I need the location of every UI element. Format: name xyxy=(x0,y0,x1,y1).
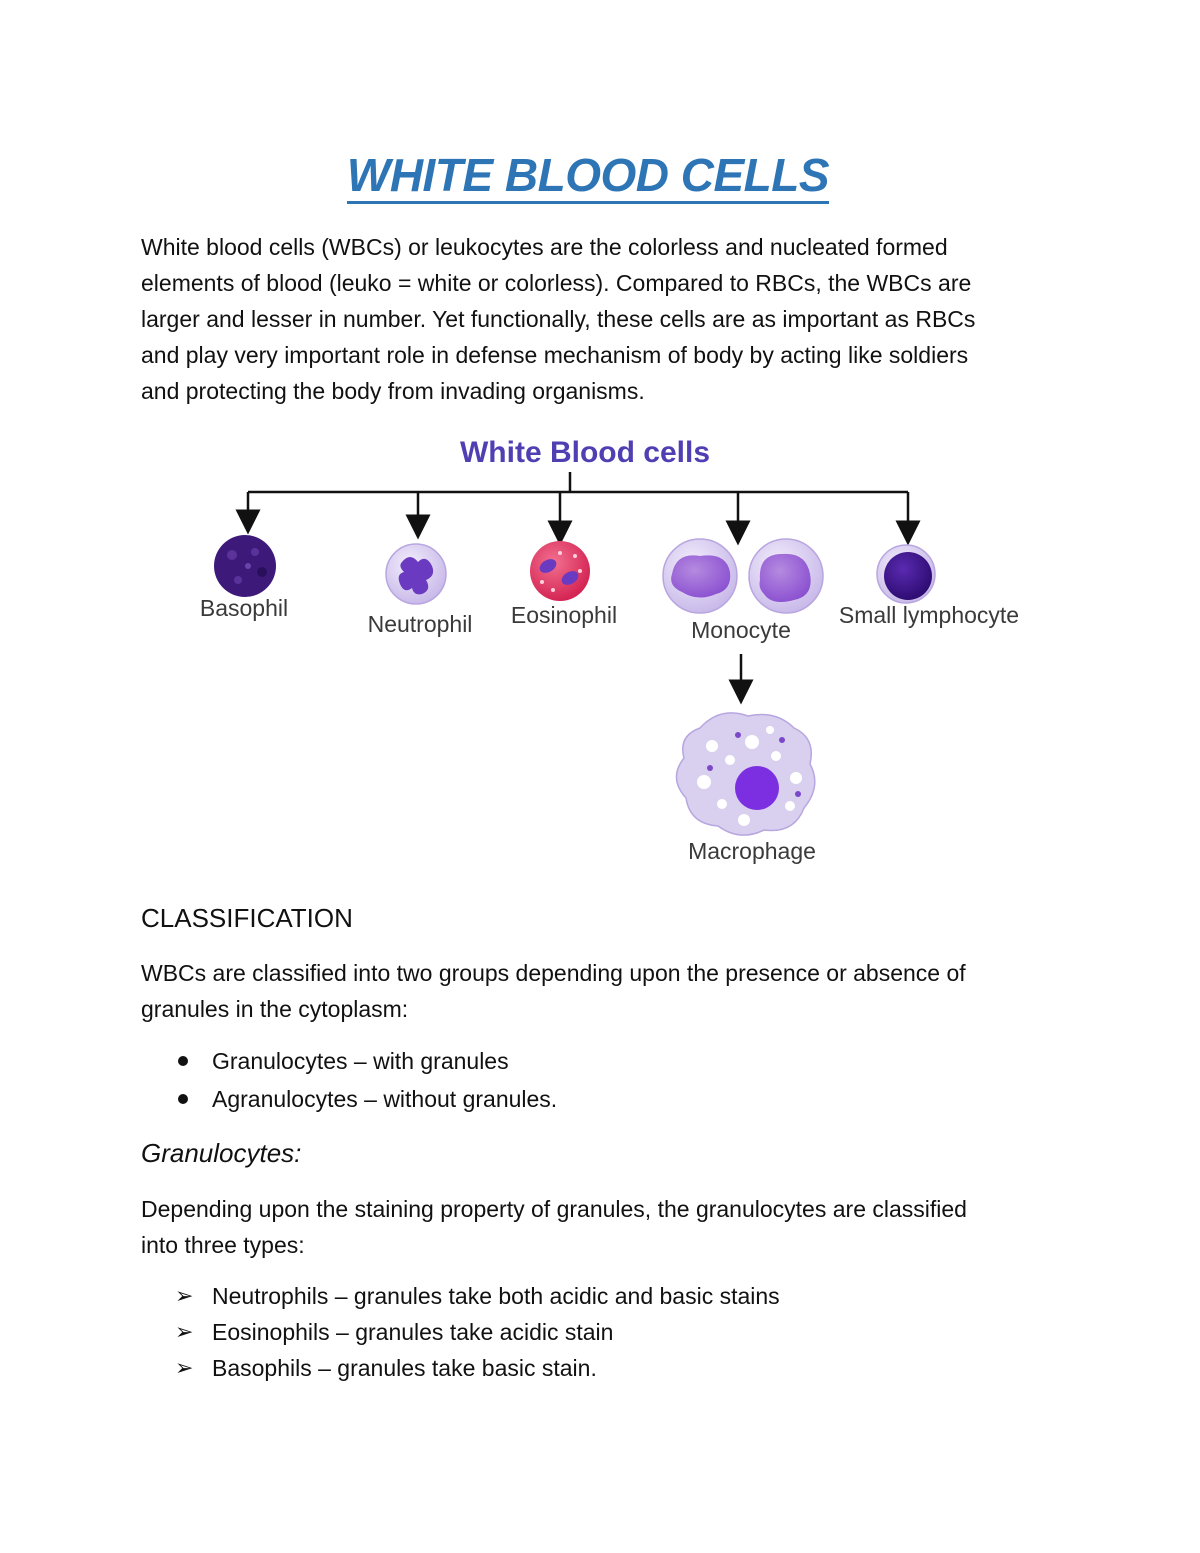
intro-line: and protecting the body from invading organisms. xyxy=(141,378,645,404)
diagram-title: White Blood cells xyxy=(459,436,711,469)
list-item xyxy=(175,1080,557,1118)
monocyte-cell xyxy=(663,539,737,613)
eosinophil-cell xyxy=(530,541,590,601)
intro-line: elements of blood (leuko = white or colorless). Compared to RBCs, the WBCs are xyxy=(141,270,972,296)
basophil-cell xyxy=(214,535,276,597)
intro-line: larger and lesser in number. Yet functionally, these cells are as important as RBCs xyxy=(141,306,976,332)
macrophage-label: Macrophage xyxy=(688,838,816,864)
granulocytes-line: Depending upon the staining property of granules, the granulocytes are classified xyxy=(141,1196,967,1222)
neutrophil-label: Neutrophil xyxy=(367,611,473,637)
classification-line: WBCs are classified into two groups depending upon the presence or absence of xyxy=(141,960,966,986)
granulocytes-line: into three types: xyxy=(141,1232,305,1258)
list-item xyxy=(175,1350,780,1386)
list-item xyxy=(175,1314,780,1350)
classification-paragraph xyxy=(141,955,1061,1027)
lymphocyte-label: Small lymphocyte xyxy=(838,602,1020,628)
list-item-text: Neutrophils – granules take both acidic and basic stains xyxy=(212,1283,780,1309)
bullet-icon xyxy=(178,1056,188,1066)
granulocytes-heading: Granulocytes: xyxy=(141,1138,302,1168)
intro-line: White blood cells (WBCs) or leukocytes are the colorless and nucleated formed xyxy=(141,234,948,260)
basophil-label: Basophil xyxy=(199,595,289,621)
macrophage-cell xyxy=(676,713,814,835)
list-item xyxy=(175,1042,557,1080)
list-item-text: Granulocytes – with granules xyxy=(212,1048,509,1074)
arrow-bullet-icon: ➢ xyxy=(175,1319,194,1344)
arrow-bullet-icon: ➢ xyxy=(175,1355,194,1380)
list-item-text: Eosinophils – granules take acidic stain xyxy=(212,1319,614,1345)
granulocytes-paragraph xyxy=(141,1191,1061,1263)
granulocytes-list xyxy=(175,1278,780,1386)
list-item xyxy=(175,1278,780,1314)
monocyte-label: Monocyte xyxy=(691,617,791,643)
intro-line: and play very important role in defense mechanism of body by acting like soldiers xyxy=(141,342,969,368)
neutrophil-cell xyxy=(386,544,446,604)
classification-list xyxy=(175,1042,557,1118)
lymphocyte-cell xyxy=(877,545,935,603)
list-item-text: Agranulocytes – without granules. xyxy=(212,1086,558,1112)
eosinophil-label: Eosinophil xyxy=(510,602,618,628)
classification-heading: CLASSIFICATION xyxy=(141,903,353,933)
bullet-icon xyxy=(178,1094,188,1104)
list-item-text: Basophils – granules take basic stain. xyxy=(212,1355,597,1381)
arrow-bullet-icon: ➢ xyxy=(175,1283,194,1308)
monocyte-cell-2 xyxy=(749,539,823,613)
page-title-text: WHITE BLOOD CELLS xyxy=(347,149,829,204)
classification-line: granules in the cytoplasm: xyxy=(141,996,409,1022)
